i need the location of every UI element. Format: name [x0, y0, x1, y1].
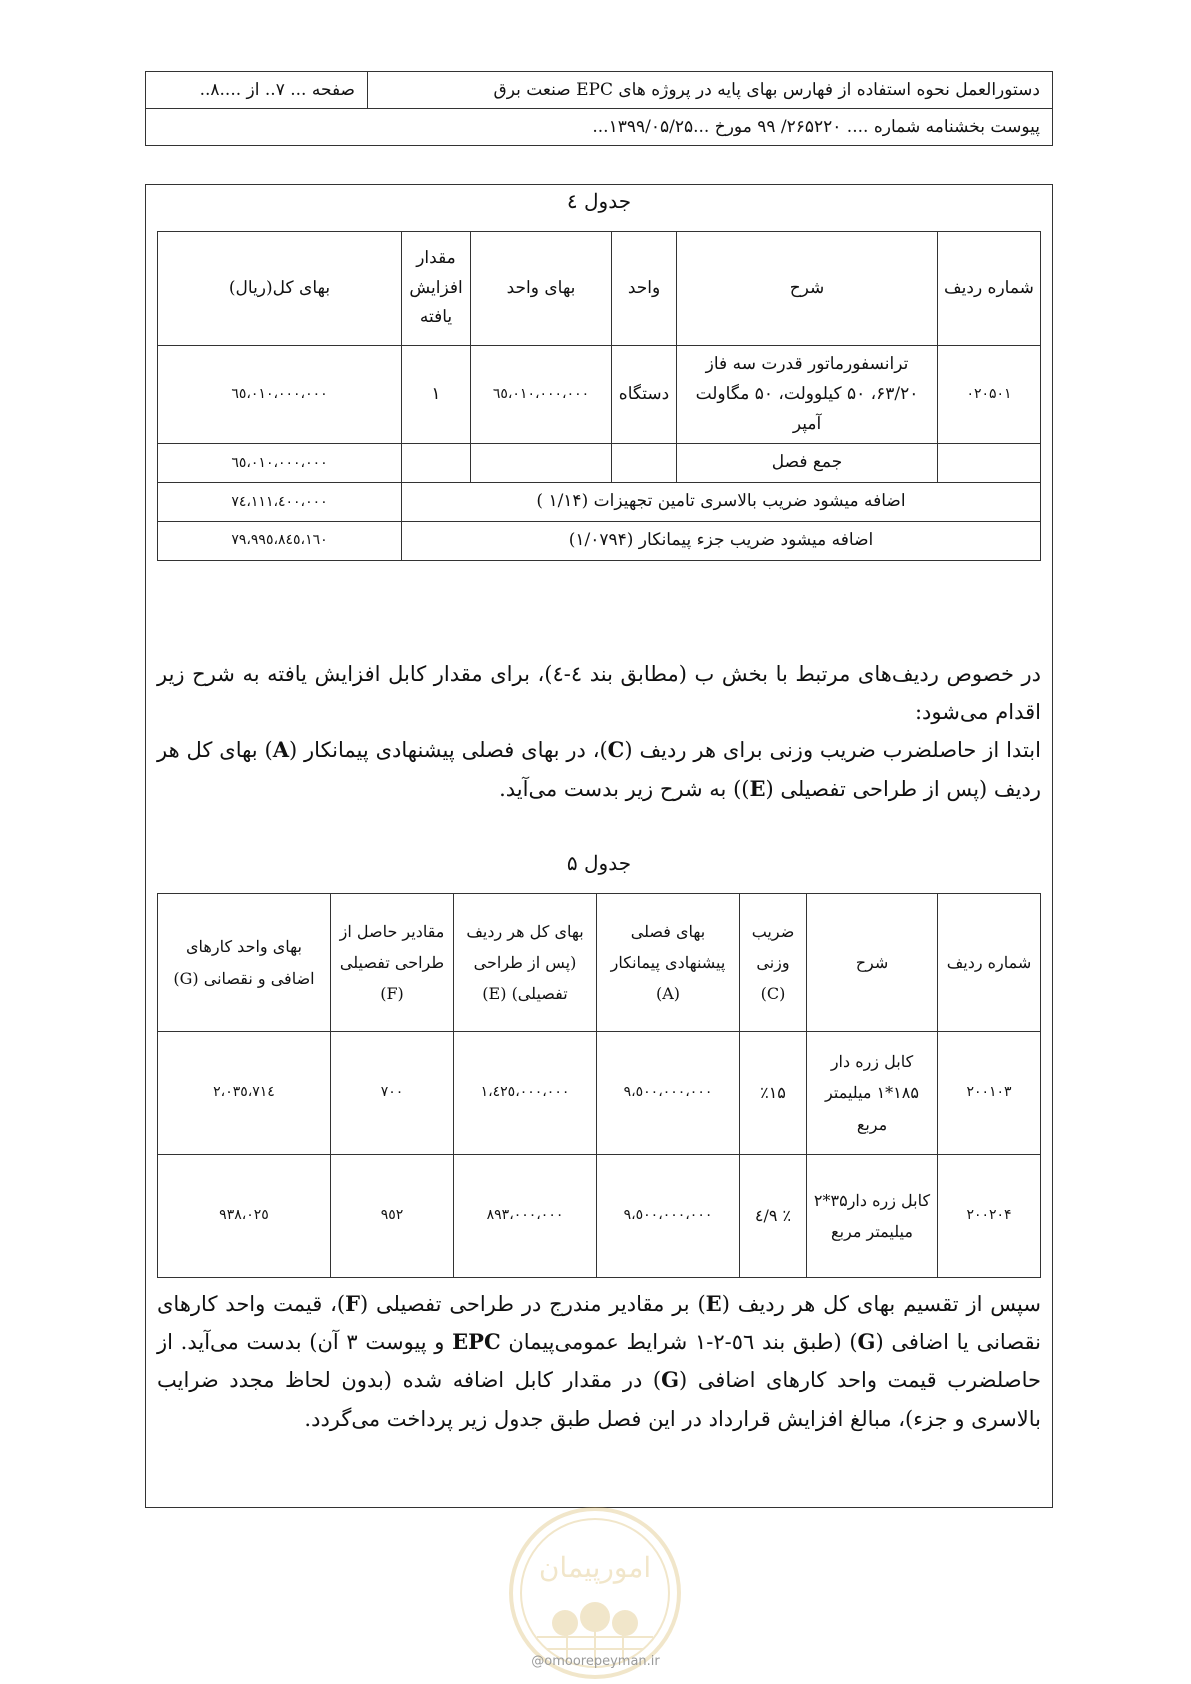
t4-sum-value: ٦٥،٠١٠،٠٠٠،٠٠٠: [158, 444, 402, 483]
paragraph-2: سپس از تقسیم بهای کل هر ردیف (E) بر مقادیر مندرج در طراحی تفصیلی (F)، قیمت واحد کارهای نقصانی یا اضافی (G) (طبق بند ٥٦-٢-١ شرایط عمومی‌پیمان EPC و پیوست ۳ آن) بدست می‌آید. از حاصلضرب قیمت واحد کارهای اضافی (G) در مقدار کابل اضافه شده (بدون لحاظ مجدد ضرایب بالاسری و جزء)، مبالغ افزایش قرارداد در این فصل طبق جدول زیر پرداخت می‌گردد.: [157, 1291, 1042, 1431]
t5-row-no: ۲۰۰۱۰۳: [938, 1032, 1041, 1155]
t4-header-row-no: شماره ردیف: [938, 232, 1041, 346]
document-title: دستورالعمل نحوه استفاده از فهارس بهای پایه در پروژه های EPC صنعت برق: [368, 72, 1053, 109]
t4-description: ترانسفورماتور قدرت سه فاز ۶۳/۲۰، ۵۰ کیلوولت، ۵۰ مگاولت آمپر: [677, 346, 938, 444]
t4-header-unit-price: بهای واحد: [471, 232, 612, 346]
t5-total-price: ١،٤٢٥،٠٠٠،٠٠٠: [454, 1032, 597, 1155]
t5-unit-price-extra: ٩٣٨،٠٢٥: [158, 1155, 331, 1278]
t5-total-price: ٨٩٣،٠٠٠،٠٠٠: [454, 1155, 597, 1278]
t5-row-no: ۲۰۰۲۰۴: [938, 1155, 1041, 1278]
table-row: [158, 1032, 1041, 1155]
t5-seasonal-price: ٩،٥٠٠،٠٠٠،٠٠٠: [597, 1032, 740, 1155]
paragraph-1: [157, 655, 1041, 808]
t5-weight: ٪۱۵: [740, 1032, 807, 1155]
t4-contractor-value: ٧٩،٩٩٥،٨٤٥،١٦٠: [158, 521, 402, 560]
site-label: @omoorepeyman.ir: [531, 1654, 660, 1669]
t4-row-no: ۰۲۰۵۰۱: [938, 346, 1041, 444]
t4-header-total: بهای کل(ریال): [158, 232, 402, 346]
t4-contractor-label: اضافه میشود ضریب جزء پیمانکار (۱/۰۷۹۴): [402, 521, 1041, 560]
page-number: صفحه ... ۷.. از ....۸..: [146, 72, 368, 109]
t5-detail-qty: ٩٥٢: [331, 1155, 454, 1278]
table-row: [158, 521, 1041, 560]
t5-seasonal-price: ٩،٥٠٠،٠٠٠،٠٠٠: [597, 1155, 740, 1278]
t4-qty: ١: [402, 346, 471, 444]
content-frame: [145, 184, 1053, 1508]
table5-caption: جدول ۵: [566, 851, 632, 875]
t5-header-seasonal-price: بهای فصلی پیشنهادی پیمانکار (A): [597, 894, 740, 1032]
table-row: [158, 483, 1041, 522]
t4-total: ٦٥،٠١٠،٠٠٠،٠٠٠: [158, 346, 402, 444]
t5-unit-price-extra: ٢،٠٣٥،٧١٤: [158, 1032, 331, 1155]
table5: [157, 893, 1041, 1278]
t4-overhead-label: اضافه میشود ضریب بالاسری تامین تجهیزات (۱/۱۴ ): [402, 483, 1041, 522]
table-row: [158, 346, 1041, 444]
t4-header-description: شرح: [677, 232, 938, 346]
t4-unit: دستگاه: [612, 346, 677, 444]
paragraph-1-line-2: ابتدا از حاصلضرب ضریب وزنی برای هر ردیف (C)، در بهای فصلی پیشنهادی پیمانکار (A) بهای کل هر ردیف (پس از طراحی تفصیلی (E)) به شرح زیر بدست می‌آید.: [157, 737, 1041, 801]
t4-unit-price: ٦٥،٠١٠،٠٠٠،٠٠٠: [471, 346, 612, 444]
table-row: [158, 1155, 1041, 1278]
t5-header-unit-price-extra: بهای واحد کارهای اضافی و نقصانی (G): [158, 894, 331, 1032]
t4-overhead-value: ٧٤،١١١،٤٠٠،٠٠٠: [158, 483, 402, 522]
t5-header-detail-qty: مقادیر حاصل از طراحی تفصیلی (F): [331, 894, 454, 1032]
t5-header-weight: ضریب وزنی (C): [740, 894, 807, 1032]
paragraph-1-line-1: در خصوص ردیف‌های مرتبط با بخش ب (مطابق بند ٤-٤)، برای مقدار کابل افزایش یافته به شرح زیر اقدام می‌شود:: [157, 662, 1041, 725]
table4: [157, 231, 1041, 561]
t5-header-description: شرح: [807, 894, 938, 1032]
t5-weight: ٪ ۹/٤: [740, 1155, 807, 1278]
document-header: [145, 71, 1053, 146]
circular-reference: پیوست بخشنامه شماره .... ۲۶۵۲۲۰/ ۹۹ مورخ ...۱۳۹۹/۰۵/۲۵...: [146, 109, 1053, 146]
t5-description: کابل زره دار۳۵*۲ میلیمتر مربع: [807, 1155, 938, 1278]
t5-detail-qty: ٧٠٠: [331, 1032, 454, 1155]
t5-description: کابل زره دار ۱۸۵*۱ میلیمتر مربع: [807, 1032, 938, 1155]
t5-header-total-price: بهای کل هر ردیف (پس از طراحی تفصیلی) (E): [454, 894, 597, 1032]
t5-header-row-no: شماره ردیف: [938, 894, 1041, 1032]
table4-caption: جدول ٤: [566, 189, 632, 213]
table-row: [158, 444, 1041, 483]
t4-sum-label: جمع فصل: [677, 444, 938, 483]
t4-header-qty: مقدار افزایش یافته: [402, 232, 471, 346]
t4-header-unit: واحد: [612, 232, 677, 346]
watermark-text: امورپیمان: [538, 1551, 652, 1584]
